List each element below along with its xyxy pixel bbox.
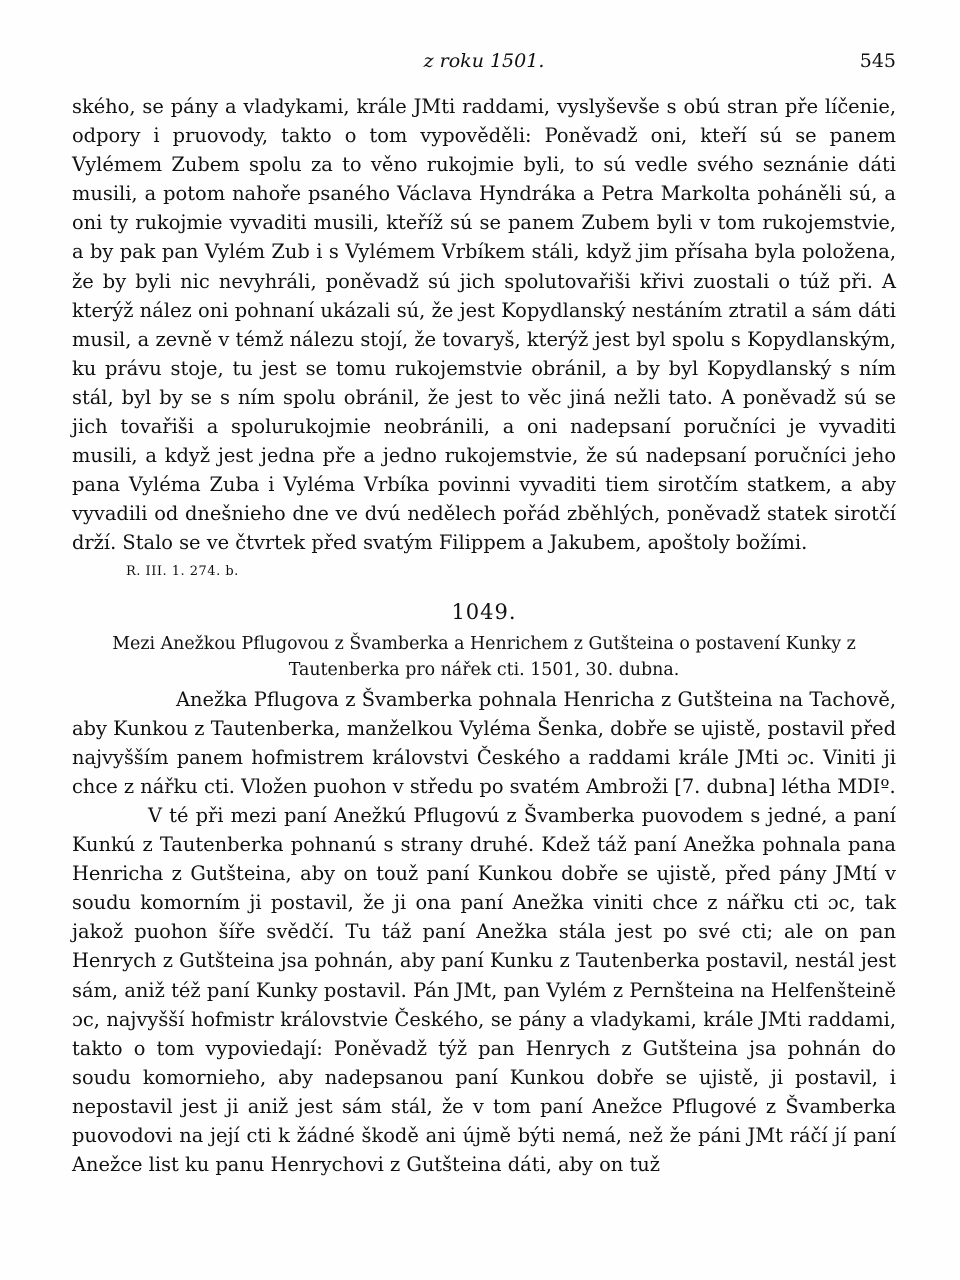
running-title: z roku 1501.	[423, 50, 545, 72]
document-number: 1049.	[451, 599, 517, 624]
continuation-paragraph: ského, se pány a vladykami, krále JMti raddami, vyslyševše s obú stran pře líčenie, odpory i pruovody, takto o tom vypověděli: Poněvadž oni, kteří sú se panem Vylémem Zubem spolu za to věno rukojmie byli, to sú vedle svého seznánie dáti musili, a potom nahoře psaného Václava Hyndráka a Petra Markolta poháněli sú, a oni ty rukojmie vyvaditi musili, kteříž sú se panem Zubem byli v tom rukojemstvie, a by pak pan Vylém Zub i s Vylémem Vrbíkem stáli, když jim přísaha byla položena, že by byli nic nevyhráli, poněvadž sú jich spolutovařiši křivi zuostali o túž při. A kterýž nález oni pohnaní ukázali sú, že jest Kopydlanský nestáním ztratil a sám dáti musil, a zevně v témž nálezu stojí, že tovaryš, kterýž jest byl spolu s Kopydlanským, ku právu stoje, tu jest se tomu rukojemstvie obránil, a by byl Kopydlanský s ním stál, byl by se s ním spolu obránil, že jest to věc jiná nežli tato. A poněvadž sú se jich tovařiši a spolurukojmie neobránili, a oni nadepsaní poručníci je vyvaditi musili, a když jest jedna pře a jedno rukojemstvie, že sú nadepsaní poručníci jeho pana Vyléma Zuba i Vyléma Vrbíka povinni vyvaditi tiem sirotčím statkem, a aby vyvadili od dnešnieho dne ve dvú nedělech pořád zběhlých, poněvadž statek sirotčí drží. Stalo se ve čtvrtek před svatým Filippem a Jakubem, apoštoly božími.	[72, 95, 896, 555]
document-paragraph-1: Anežka Pflugova z Švamberka pohnala Henricha z Gutšteina na Tachově, aby Kunkou z Tautenberka, manželkou Vyléma Šenka, dobře se ujistě, postavil před najvyšším panem hofmistrem královstvi Českého a raddami krále JMti ɔc. Viniti ji chce z nářku cti. Vložen puohon v středu po svatém Ambroži [7. dubna] létha MDIº.	[72, 687, 896, 798]
page-header	[72, 46, 896, 76]
document-regest: Mezi Anežkou Pflugovou z Švamberka a Henrichem z Gutšteina o postavení Kunky z Tautenberka pro nářek cti. 1501, 30. dubna.	[112, 633, 856, 680]
page-body	[72, 92, 896, 1179]
document-paragraph-2: V té při mezi paní Anežkú Pflugovú z Švamberka puovodem s jedné, a paní Kunkú z Tautenberka pohnanú s strany druhé. Kdež táž paní Anežka pohnala pana Henricha z Gutšteina, aby on touž paní Kunkou dobře se ujistě, před pány JMtí v soudu komorním ji postavil, že ji ona paní Anežka viniti chce z nářku cti ɔc, tak jakož puohon šíře svědčí. Tu táž paní Anežka stála jest po své cti; ale on pan Henrych z Gutšteina jsa pohnán, aby paní Kunku z Tautenberka postavil, nestál jest sám, aniž též paní Kunky postavil. Pán JMt, pan Vylém z Pernšteina na Helfenšteině ɔc, najvyšší hofmistr královstvie Českého, se pány a vladykami, krále JMti raddami, takto o tom vypoviedají: Poněvadž týž pan Henrych z Gutšteina jsa pohnán do soudu komornieho, aby nadepsanou paní Kunkou dobře se ujistě, ji postavil, i nepostavil jest ji aniž jest sám stál, že v tom paní Anežce Pflugové z Švamberka puovodovi na její cti k žádné škodě ani újmě býti nemá, než že páni JMt ráčí jí paní Anežce list ku panu Henrychovi z Gutšteina dáti, aby on tuž	[72, 803, 896, 1177]
source-reference: R. III. 1. 274. b.	[126, 563, 239, 579]
page-number: 545	[859, 50, 896, 72]
